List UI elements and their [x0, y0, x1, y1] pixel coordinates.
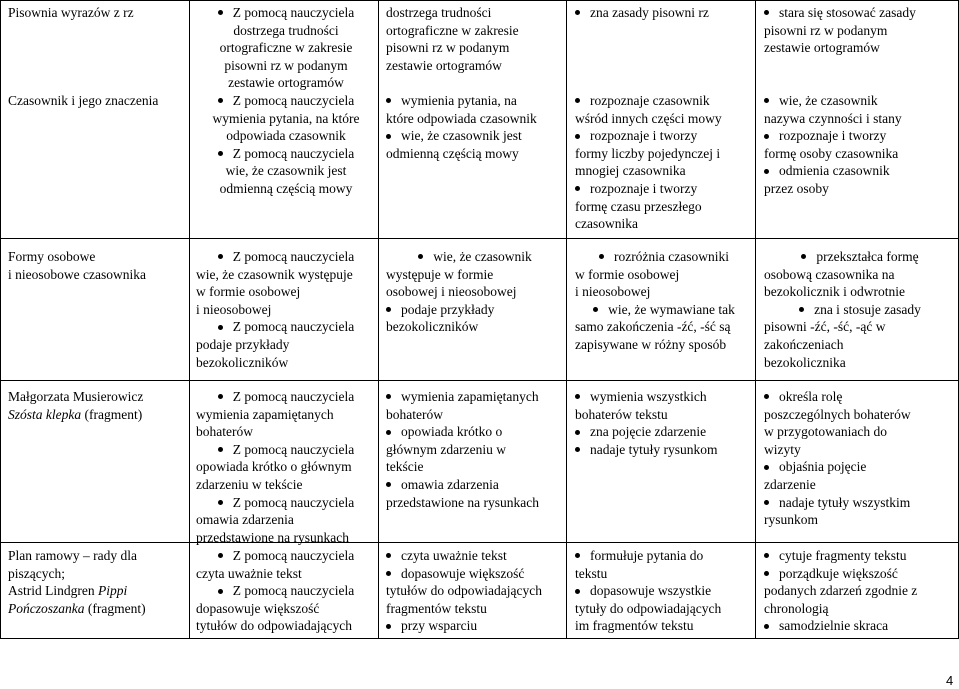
bullet-item: Z pomocą nauczyciela wymienia pytania, na które odpowiada czasownik	[212, 93, 360, 144]
bullet-icon	[764, 10, 769, 15]
row-divider	[0, 380, 959, 381]
table-border-bottom	[0, 638, 959, 639]
bullet-icon	[764, 134, 769, 139]
col1-cell	[196, 92, 376, 198]
bullet-icon	[764, 500, 769, 505]
bullet-item: omawia zdarzenia przedstawione na rysunkach	[386, 476, 539, 510]
topic-line: Pisownia wyrazów z rz	[8, 5, 134, 20]
topic-cell	[8, 4, 186, 22]
bullet-icon	[386, 430, 391, 435]
col1-cell	[196, 248, 376, 371]
bullet-icon	[575, 394, 580, 399]
col4-cell	[764, 4, 956, 57]
bullet-icon	[801, 254, 806, 259]
bullet-item: przy wsparciu	[386, 617, 564, 635]
bullet-icon	[386, 307, 391, 312]
bullet-item: wie, że czasownik jest odmienną częścią mowy	[386, 128, 522, 161]
bullet-item: Z pomocą nauczyciela dostrzega trudności ortograficzne w zakresie pisowni rz w podanym zestawie ortogramów	[219, 5, 355, 91]
col3-cell	[575, 388, 753, 458]
bullet-item: określa rolę poszczególnych bohaterów w przygotowaniach do wizyty	[764, 389, 911, 457]
column-divider	[189, 0, 190, 639]
bullet-item: samodzielnie skraca	[764, 617, 956, 635]
table-border-top	[0, 0, 959, 1]
bullet-item: Z pomocą nauczyciela wie, że czasownik jest odmienną częścią mowy	[219, 145, 355, 196]
bullet-icon	[418, 254, 423, 259]
col3-cell	[575, 547, 753, 635]
bullet-item: nadaje tytuły rysunkom	[575, 441, 753, 459]
bullet-icon	[799, 307, 804, 312]
bullet-icon	[764, 553, 769, 558]
topic-line: piszących;	[8, 565, 65, 581]
bullet-icon	[218, 151, 223, 156]
bullet-icon	[575, 430, 580, 435]
bullet-item: wymienia pytania, na które odpowiada czasownik	[386, 93, 537, 126]
bullet-item: formułuje pytania do tekstu	[575, 548, 704, 581]
bullet-icon	[386, 482, 391, 487]
bullet-item: rozróżnia czasowniki w formie osobowej i nieosobowej	[575, 249, 730, 300]
bullet-icon	[218, 553, 223, 558]
bullet-item: wie, że czasownik nazywa czynności i stany	[764, 93, 902, 126]
bullet-icon	[575, 10, 580, 15]
bullet-icon	[575, 589, 580, 594]
bullet-icon	[575, 98, 580, 103]
row-divider	[0, 238, 959, 239]
col2-cell	[386, 92, 564, 162]
bullet-icon	[764, 571, 769, 576]
bullet-icon	[386, 624, 391, 629]
bullet-item: Z pomocą nauczyciela czyta uważnie tekst	[196, 548, 355, 581]
row-divider	[0, 542, 959, 543]
topic-line: Plan ramowy – rady dla	[8, 548, 137, 563]
col4-cell	[764, 388, 956, 529]
col2-cell	[386, 4, 564, 74]
bullet-item: wie, że wymawiane tak samo zakończenia -źć, -ść są zapisywane w różny sposób	[575, 301, 735, 352]
col1-cell	[196, 388, 376, 546]
bullet-item: zna zasady pisowni rz	[575, 4, 753, 22]
col2-cell	[386, 388, 564, 511]
bullet-item: odmienia czasownik przez osoby	[764, 163, 890, 196]
bullet-icon	[593, 307, 598, 312]
bullet-item: rozpoznaje czasownik wśród innych części mowy	[575, 93, 722, 126]
bullet-icon	[218, 10, 223, 15]
bullet-icon	[575, 447, 580, 452]
column-divider	[755, 0, 756, 639]
col4-cell	[764, 92, 956, 198]
bullet-icon	[575, 186, 580, 191]
col1-cell	[196, 4, 376, 92]
col3-cell	[575, 4, 753, 22]
bullet-item: Z pomocą nauczyciela dopasowuje większość tytułów do odpowiadających	[196, 583, 355, 634]
bullet-icon	[218, 254, 223, 259]
column-divider	[566, 0, 567, 639]
bullet-item: Z pomocą nauczyciela wie, że czasownik występuje w formie osobowej i nieosobowej	[196, 249, 355, 317]
bullet-icon	[764, 98, 769, 103]
col4-cell	[764, 248, 956, 371]
bullet-item: wymienia zapamiętanych bohaterów	[386, 389, 539, 422]
text-item: dostrzega trudności ortograficzne w zakresie pisowni rz w podanym zestawie ortogramów	[386, 5, 519, 73]
bullet-item: rozpoznaje i tworzy formę czasu przeszłego czasownika	[575, 180, 702, 232]
topic-cell	[8, 547, 186, 617]
bullet-icon	[218, 98, 223, 103]
bullet-icon	[386, 553, 391, 558]
column-divider	[378, 0, 379, 639]
bullet-icon	[764, 624, 769, 629]
bullet-icon	[764, 465, 769, 470]
bullet-item: opowiada krótko o głównym zdarzeniu w tekście	[386, 424, 506, 475]
topic-line: Małgorzata Musierowicz	[8, 389, 144, 404]
bullet-item: wie, że czasownik występuje w formie osobowej i nieosobowej	[386, 249, 532, 300]
bullet-item: nadaje tytuły wszystkim rysunkom	[764, 494, 911, 528]
topic-cell	[8, 92, 186, 110]
col2-cell	[386, 547, 564, 635]
topic-cell	[8, 388, 186, 423]
topic-line: Astrid Lindgren Pippi	[8, 583, 128, 599]
bullet-item: Z pomocą nauczyciela podaje przykłady bezokoliczników	[196, 319, 355, 370]
bullet-icon	[599, 254, 604, 259]
topic-line: Czasownik i jego znaczenia	[8, 93, 159, 108]
bullet-item: czyta uważnie tekst	[386, 547, 564, 565]
bullet-item: rozpoznaje i tworzy formę osoby czasownika	[764, 128, 899, 161]
bullet-icon	[218, 394, 223, 399]
col3-cell	[575, 248, 753, 354]
bullet-item: wymienia wszystkich bohaterów tekstu	[575, 389, 707, 422]
bullet-item: objaśnia pojęcie zdarzenie	[764, 459, 867, 492]
page-number: 4	[946, 673, 954, 688]
bullet-icon	[386, 394, 391, 399]
col1-cell	[196, 547, 376, 635]
bullet-item: dopasowuje większość tytułów do odpowiadających fragmentów tekstu	[386, 565, 542, 616]
column-divider	[0, 0, 1, 639]
bullet-icon	[575, 553, 580, 558]
bullet-icon	[575, 134, 580, 139]
bullet-item: podaje przykłady bezokoliczników	[386, 301, 495, 335]
topic-line: Szósta klepka (fragment)	[8, 406, 143, 422]
bullet-icon	[386, 98, 391, 103]
bullet-item: zna i stosuje zasady pisowni -źć, -ść, -ąć w zakończeniach bezokolicznika	[764, 301, 921, 370]
bullet-icon	[764, 394, 769, 399]
bullet-item: Z pomocą nauczyciela wymienia zapamiętanych bohaterów	[196, 389, 355, 440]
bullet-icon	[218, 500, 223, 505]
bullet-icon	[386, 134, 391, 139]
bullet-icon	[218, 325, 223, 330]
bullet-item: przekształca formę osobową czasownika na bezokolicznik i odwrotnie	[764, 249, 919, 300]
bullet-item: porządkuje większość podanych zdarzeń zgodnie z chronologią	[764, 565, 918, 616]
col3-cell	[575, 92, 753, 233]
bullet-icon	[764, 169, 769, 174]
bullet-item: Z pomocą nauczyciela omawia zdarzenia przedstawione na rysunkach	[196, 494, 355, 545]
bullet-item: dopasowuje wszystkie tytuły do odpowiadających im fragmentów tekstu	[575, 583, 722, 634]
bullet-item: zna pojęcie zdarzenie	[575, 423, 753, 441]
bullet-icon	[218, 447, 223, 452]
topic-line: i nieosobowe czasownika	[8, 266, 146, 282]
bullet-item: Z pomocą nauczyciela opowiada krótko o głównym zdarzeniu w tekście	[196, 441, 355, 492]
bullet-item: cytuje fragmenty tekstu	[764, 547, 956, 565]
col4-cell	[764, 547, 956, 635]
bullet-icon	[218, 589, 223, 594]
bullet-item: rozpoznaje i tworzy formy liczby pojedynczej i mnogiej czasownika	[575, 128, 721, 179]
topic-line: Pończoszanka (fragment)	[8, 600, 146, 616]
topic-line: Formy osobowe	[8, 249, 96, 264]
topic-cell	[8, 248, 186, 283]
bullet-icon	[386, 571, 391, 576]
col2-cell	[386, 248, 564, 336]
bullet-item: stara się stosować zasady pisowni rz w podanym zestawie ortogramów	[764, 5, 916, 56]
